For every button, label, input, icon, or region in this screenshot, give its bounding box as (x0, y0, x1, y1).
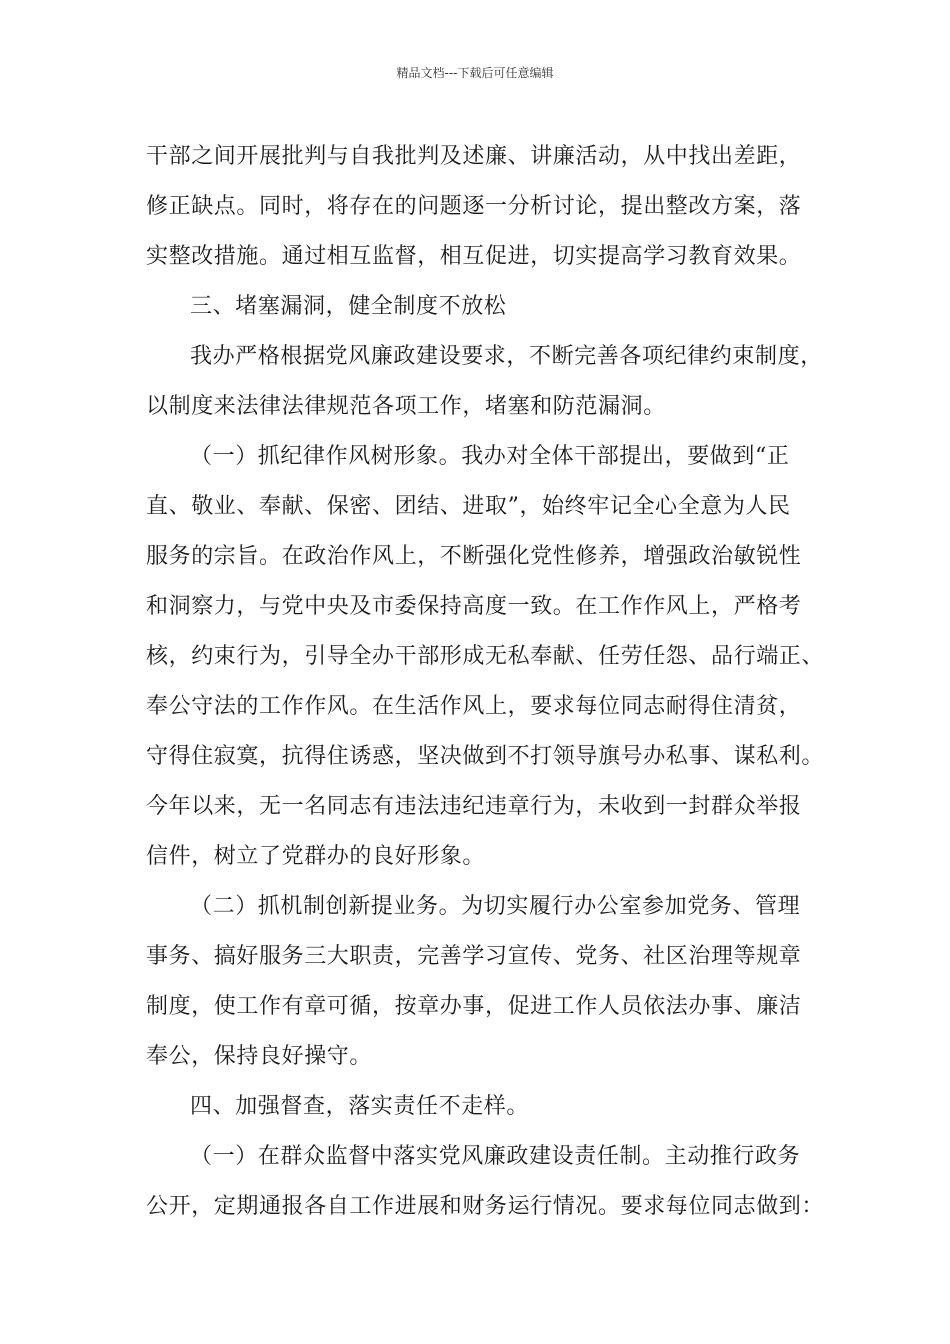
text-line: 核，约束行为，引导全办干部形成无私奉献、任劳任怨、品行端正、 (146, 644, 825, 669)
text-line: 四、加强督查，落实责任不走样。 (190, 1094, 530, 1119)
page-header: 精品文档---下载后可任意编辑 (396, 66, 554, 80)
text-line: 公开，定期通报各自工作进展和财务运行情况。要求每位同志做到： (146, 1194, 825, 1219)
text-line: 干部之间开展批判与自我批判及述廉、讲廉活动，从中找出差距， (146, 144, 802, 169)
text-line: 奉公，保持良好操守。 (146, 1044, 373, 1069)
text-line: 奉公守法的工作作风。在生活作风上，要求每位同志耐得住清贫， (146, 694, 802, 719)
text-line: （一）抓纪律作风树形象。我办对全体干部提出，要做到“正 (190, 444, 790, 469)
text-line: 三、堵塞漏洞，健全制度不放松 (190, 294, 507, 319)
text-line: 事务、搞好服务三大职责，完善学习宣传、党务、社区治理等规章 (146, 944, 802, 969)
text-line: 守得住寂寞，抗得住诱惑，坚决做到不打领导旗号办私事、谋私利。 (146, 744, 825, 769)
document-body (146, 132, 826, 1232)
text-line: 以制度来法律法律规范各项工作，堵塞和防范漏洞。 (146, 394, 666, 419)
text-line: 制度，使工作有章可循，按章办事，促进工作人员依法办事、廉洁 (146, 994, 802, 1019)
text-line: 我办严格根据党风廉政建设要求，不断完善各项纪律约束制度， (190, 344, 823, 369)
text-line: 修正缺点。同时，将存在的问题逐一分析讨论，提出整改方案，落 (146, 194, 802, 219)
text-line: 直、敬业、奉献、保密、团结、进取”，始终牢记全心全意为人民 (146, 494, 791, 519)
text-line: 实整改措施。通过相互监督，相互促进，切实提高学习教育效果。 (146, 244, 802, 269)
text-line: 和洞察力，与党中央及市委保持高度一致。在工作作风上，严格考 (146, 594, 802, 619)
text-line: （一）在群众监督中落实党风廉政建设责任制。主动推行政务 (190, 1144, 801, 1169)
text-line: 信件，树立了党群办的良好形象。 (146, 844, 486, 869)
text-line: 今年以来，无一名同志有违法违纪违章行为，未收到一封群众举报 (146, 794, 802, 819)
text-line: （二）抓机制创新提业务。为切实履行办公室参加党务、管理 (190, 894, 801, 919)
text-line: 服务的宗旨。在政治作风上，不断强化党性修养，增强政治敏锐性 (146, 544, 802, 569)
